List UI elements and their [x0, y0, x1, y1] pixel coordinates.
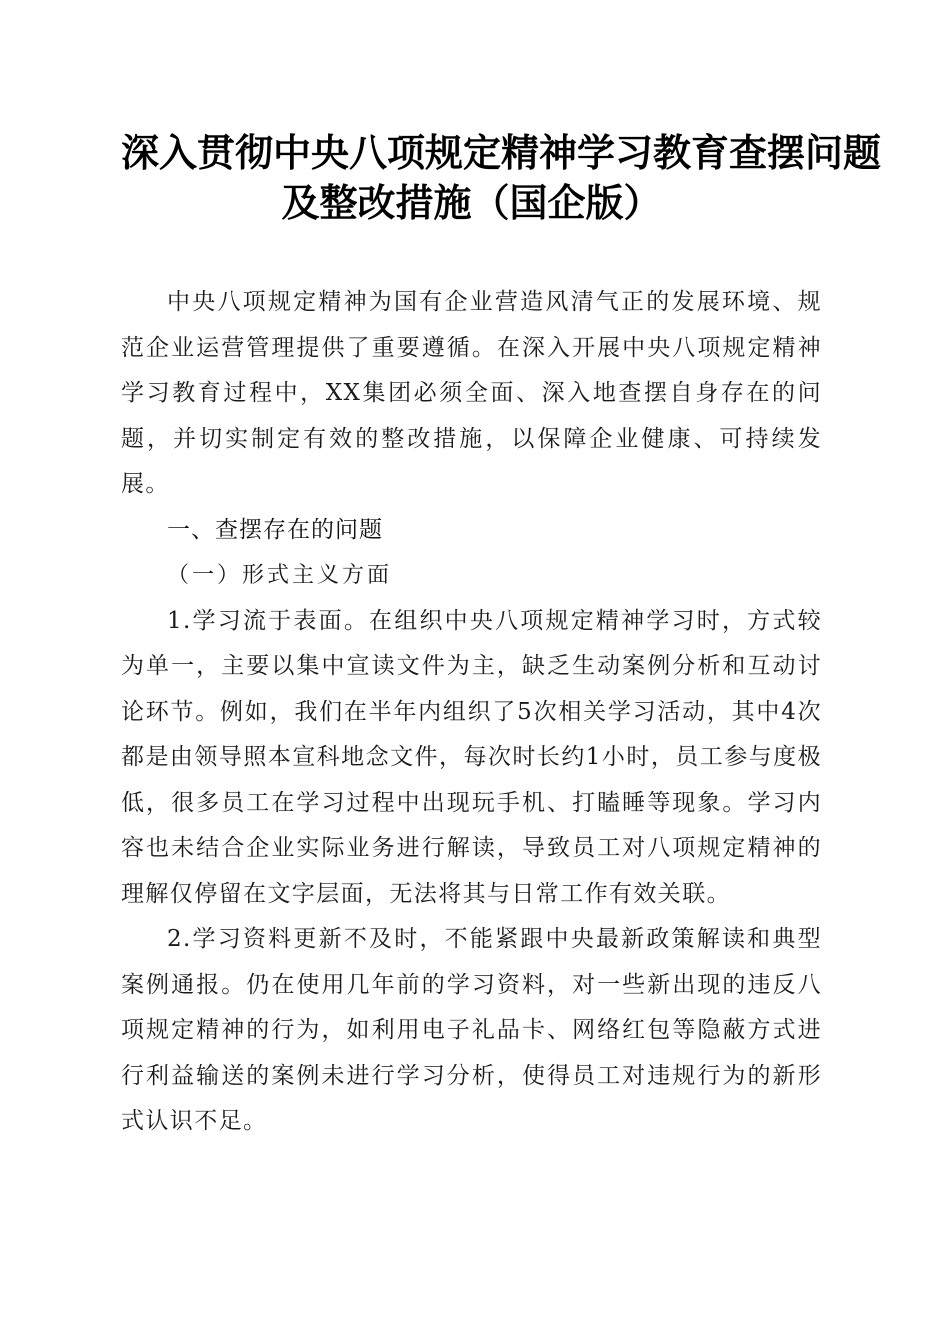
- section-heading-problems: 一、查摆存在的问题: [167, 516, 383, 543]
- document-title: [121, 128, 882, 228]
- subsection-heading-formalism: （一）形式主义方面: [167, 563, 393, 588]
- intro-paragraph: 中央八项规定精神为国有企业营造风清气正的发展环境、规范企业运营管理提供了重要遵循。在深入开展中央八项规定精神学习教育过程中，XX集团必须全面、深入地查摆自身存在的问题，并切实制定有效的整改措施，以保障企业健康、可持续发展。: [121, 289, 822, 497]
- problem-item-1: 1.学习流于表面。在组织中央八项规定精神学习时，方式较为单一，主要以集中宣读文件为主，缺乏生动案例分析和互动讨论环节。例如，我们在半年内组织了5次相关学习活动，其中4次都是由领导照本宣科地念文件，每次时长约1小时，员工参与度极低，很多员工在学习过程中出现玩手机、打瞌睡等现象。学习内容也未结合企业实际业务进行解读，导致员工对八项规定精神的理解仅停留在文字层面，无法将其与日常工作有效关联。: [121, 607, 822, 907]
- document-title-line-1: 深入贯彻中央八项规定精神学习教育查摆问题: [121, 130, 882, 175]
- document-body: [121, 280, 822, 1145]
- problem-item-2: 2.学习资料更新不及时，不能紧跟中央最新政策解读和典型案例通报。仍在使用几年前的学习资料，对一些新出现的违反八项规定精神的行为，如利用电子礼品卡、网络红包等隐蔽方式进行利益输送的案例未进行学习分析，使得员工对违规行为的新形式认识不足。: [121, 926, 822, 1134]
- document-title-line-2: 及整改措施（国企版）: [281, 180, 662, 225]
- document-page: [121, 128, 882, 1145]
